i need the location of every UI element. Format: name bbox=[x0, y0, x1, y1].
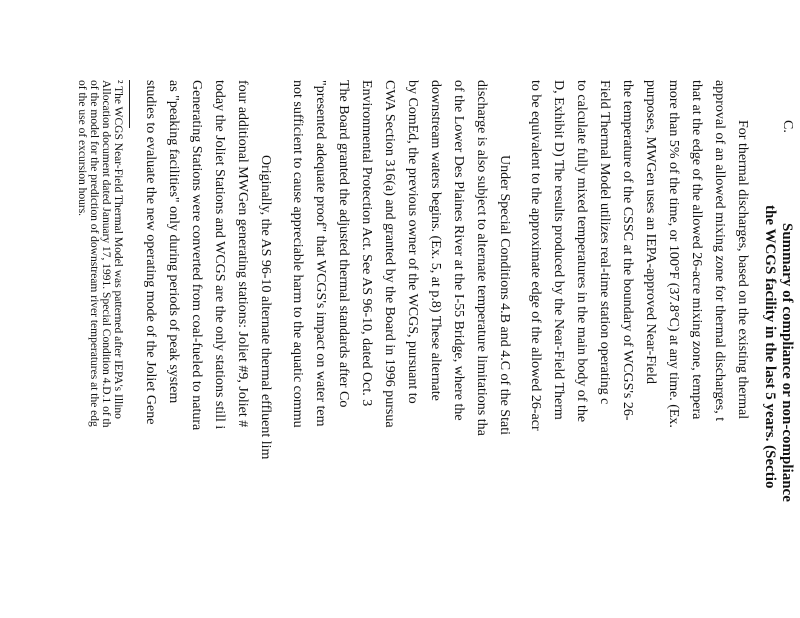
body-line: today the Joliet Stations and WCGS are the only stations still i bbox=[212, 80, 227, 430]
body-line: four additional MWGen generating stations: Joliet #9, Joliet # bbox=[235, 80, 250, 428]
body-line: by ComEd, the previous owner of the WCGS, pursuant to bbox=[405, 80, 420, 404]
body-line: studies to evaluate the new operating mode of the Joliet Gene bbox=[143, 80, 158, 425]
footnote-rule bbox=[129, 80, 130, 128]
body-line: to calculate fully mixed temperatures in the main body of the bbox=[574, 80, 589, 423]
body-line: For thermal discharges, based on the existing thermal bbox=[735, 120, 750, 420]
body-line: of the Lower Des Plaines River at the I-55 Bridge, where the bbox=[451, 80, 466, 421]
footnote-line: ² The WCGS Near-Field Thermal Model was patterned after IEPA's Illino bbox=[112, 80, 124, 419]
body-line: as "peaking facilities" only during periods of peak system bbox=[166, 80, 181, 404]
body-line: Originally, the AS 96-10 alternate thermal effluent lim bbox=[258, 155, 273, 460]
body-line: downstream waters begins. (Ex. 5, at p.8) These alternate bbox=[428, 80, 443, 401]
body-line: Field Thermal Model utilizes real-time station operating c bbox=[597, 80, 612, 405]
body-line: Environmental Protection Act. See AS 96-10, dated Oct. 3 bbox=[359, 80, 374, 407]
footnote-line: of the model for the prediction of downstream river temperatures at the edg bbox=[88, 80, 100, 427]
body-line: more than 5% of the time, or 100°F (37.8°C) at any time. (Ex. bbox=[666, 80, 681, 428]
body-line: that at the edge of the allowed 26-acre mixing zone, tempera bbox=[689, 80, 704, 420]
body-line: discharge is also subject to alternate temperature limitations tha bbox=[474, 80, 489, 436]
body-line: Under Special Conditions 4.B and 4.C of the Stati bbox=[497, 155, 512, 435]
body-line: CWA Section 316(a) and granted by the Board in 1996 pursua bbox=[382, 80, 397, 428]
section-heading-line-1: Summary of compliance or non-compliance bbox=[779, 223, 795, 502]
body-line: purposes, MWGen uses an IEPA-approved Near-Field bbox=[643, 80, 658, 385]
body-line: "presented adequate proof" that WCGS's impact on water tem bbox=[313, 80, 328, 427]
footnote-line: of the use of excursion hours. bbox=[76, 80, 88, 217]
footnote-line: Allocation document dated January 17, 1991. Special Condition 4.D.1 of th bbox=[100, 80, 112, 428]
body-line: D, Exhibit D) The results produced by the Near-Field Therm bbox=[551, 80, 566, 420]
section-letter: C. bbox=[780, 120, 795, 133]
body-line: approval of an allowed mixing zone for thermal discharges, t bbox=[712, 80, 727, 422]
section-heading-line-2: the WCGS facility in the last 5 years. (Sectio bbox=[762, 205, 778, 489]
body-line: the temperature of the CSSC at the boundary of WCGS's 26- bbox=[620, 80, 635, 421]
body-line: not sufficient to cause appreciable harm to the aquatic commu bbox=[290, 80, 305, 428]
body-line: The Board granted the adjusted thermal standards after Co bbox=[336, 80, 351, 408]
rotated-text-block bbox=[75, 80, 795, 618]
body-line: to be equivalent to the approximate edge of the allowed 26-acr bbox=[528, 80, 543, 431]
body-line: Generating Stations were converted from coal-fueled to natura bbox=[189, 80, 204, 431]
